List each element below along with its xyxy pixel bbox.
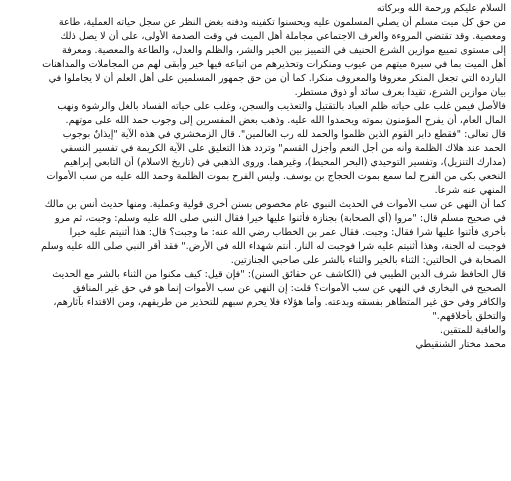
paragraph-4-line-4: والتخلق بأخلاقهم." (432, 311, 506, 322)
paragraph-2-line-7: المنهي عنه شرعا. (434, 185, 506, 196)
paragraph-2-line-5: (مدارك التنزيل)، وتفسير التوحيدي (البحر المحيط)، وغيرهما. وروى الذهبي في (تاريخ الاسلام) أن التابعي إبراهيم (63, 157, 506, 168)
paragraph-1-line-3: إلى مستوى تمييع موازين الشرع الحنيف في التمييز بين الخير والشر، والظلم والعدل، والطاعة والمعصية. ومعرفة (62, 45, 506, 56)
paragraph-1-line-6: بيان موازين الشرع، تقيدا بعرف سائد أو ذوق مستطر. (294, 87, 506, 98)
paragraph-4-line-3: والكافر وفي حق غير المتظاهر بفسقه وبدعته. وأما هؤلاء فلا يحرم سبهم للتحذير من طريقهم، ومن الاقتداء بآثارهم، (53, 297, 506, 308)
paragraph-2-line-4: الحمد عند هلاك الظلمة وأنه من أجل النعم وأجزل القسم" وتردد هذا التعليق على الآية الكريمة في تفسير النسفي (60, 143, 506, 154)
paragraph-3-line-5: الصحابة في الحالتين: الثناء بالخير والثناء بالشر على صاحبي الجنازتين. (230, 255, 506, 266)
paragraph-2-line-6: النخعي بكى من الفرح لما سمع بموت الحجاج بن يوسف. وليس الفرح بموت الظلمة وحمد الله عليه من سب الأموات (46, 171, 506, 182)
greeting-line: السلام عليكم ورحمة الله وبركاته (376, 3, 506, 14)
paragraph-1-line-1: من حق كل ميت مسلم أن يصلي المسلمون عليه ويحسنوا تكفينه ودفنه بغض النظر عن سجل حياته العملية، طاعة (58, 17, 506, 28)
paragraph-1-line-4: أهل الميت بما في سيرة ميتهم من عيوب ومنكرات وتحذيرهم من اتباعه فيها خير وأبقى لهم من المجاملات والمداهنات (42, 59, 506, 70)
document-body (6, 2, 506, 352)
closing-line: والعاقبة للمتقين. (439, 325, 506, 336)
author-signature: محمد مختار الشنقيطي (415, 339, 506, 350)
paragraph-2-line-3: قال تعالى: "فقطع دابر القوم الذين ظلموا والحمد لله رب العالمين". قال الزمخشري في هذه الآية "إيذانٌ بوجوب (62, 129, 506, 140)
paragraph-3-line-3: بأخرى فأثنوا عليها شرا فقال: وجبت. فقال عمر بن الخطاب رضي الله عنه: ما وجبت؟ قال: هذا أثنيتم عليه خيرا (69, 227, 506, 238)
paragraph-3-line-1: كما أن النهي عن سب الأموات في الحديث النبوي عام مخصوص بسنن أخرى قولية وعملية. ومنها حديث أنس بن مالك (44, 199, 506, 210)
paragraph-1-line-2: ومعصية. وقد تقتضي المروءة والعرف الاجتماعي مجاملة أهل الميت في وقت الصدمة الأولى، على أن لا يصل ذلك (60, 31, 506, 42)
paragraph-3-line-2: في صحيح مسلم قال: "مروا (أي الصحابة) بجنازة فأثنوا عليها خيرا فقال النبي صلى الله عليه وسلم: وجبت، ثم مرو (55, 213, 506, 224)
paragraph-2-line-1: فالأصل فيمن غلب على حياته ظلم العباد بالتقتيل والتعذيب والسجن، وغلب على حياته الفساد بالغل والرشوة ونهب (57, 101, 506, 112)
paragraph-3-line-4: فوجبت له الجنة، وهذا أثنيتم عليه شرا فوجبت له النار. أنتم شهداء الله في الأرض." فقد أقر النبي صلى الله عليه وسلم (41, 241, 506, 252)
paragraph-2-line-2: المال العام، أن يفرح المؤمنون بموته ويحمدوا الله عليه. وذهب بعض المفسرين إلى وجوب حمد الله على موتهم. (65, 115, 506, 126)
paragraph-4-line-2: الصحيح في البخاري في النهي عن سب الأموات؟ قلت: إن النهي عن سب الأموات إنما هو في حق غير المنافق (73, 283, 506, 294)
paragraph-1-line-5: الباردة التي تجعل المنكر معروفا والمعروف منكرا. كما أن من حق جمهور المسلمين على أهل العلم أن لا يجاملوا في (48, 73, 506, 84)
paragraph-4-line-1: قال الحافظ شرف الدين الطيبي في (الكاشف عن حقائق السنن): "فإن قيل: كيف مكنوا من الثناء بالشر مع الحديث (52, 269, 506, 280)
